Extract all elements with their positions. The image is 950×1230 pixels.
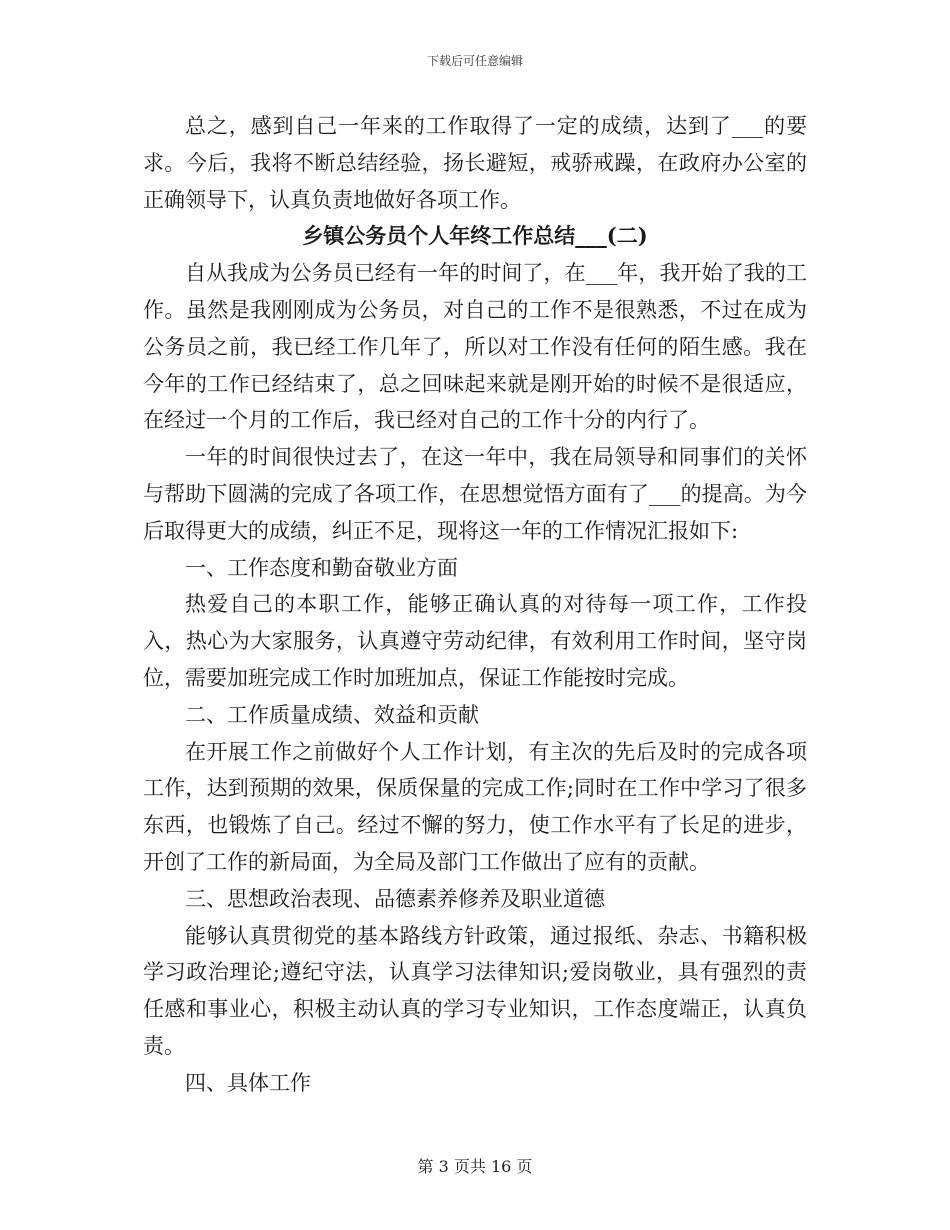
heading-attitude: 一、工作态度和勤奋敬业方面 [185, 555, 458, 580]
paragraph-attitude: 热爱自己的本职工作，能够正确认真的对待每一项工作，工作投入，热心为大家服务，认真遵守劳动纪律，有效利用工作时间，坚守岗位，需要加班完成工作时加班加点，保证工作能按时完成。 [143, 592, 807, 690]
paragraph-overview: 一年的时间很快过去了，在这一年中，我在局领导和同事们的关怀与帮助下圆满的完成了各项工作，在思想觉悟方面有了___的提高。为今后取得更大的成绩，纠正不足，现将这一年的工作情况汇报如下: [143, 445, 807, 543]
heading-ethics: 三、思想政治表现、品德素养修养及职业道德 [185, 886, 605, 911]
heading-quality: 二、工作质量成绩、效益和贡献 [185, 702, 479, 727]
page-footer: 第 3 页共 16 页 [417, 1157, 533, 1176]
paragraph-conclusion: 总之，感到自己一年来的工作取得了一定的成绩，达到了___的要求。今后，我将不断总结经验，扬长避短，戒骄戒躁，在政府办公室的正确领导下，认真负责地做好各项工作。 [143, 114, 807, 212]
section-title: 乡镇公务员个人年终工作总结___(二) [302, 223, 648, 249]
paragraph-ethics: 能够认真贯彻党的基本路线方针政策，通过报纸、杂志、书籍积极学习政治理论;遵纪守法，认真学习法律知识;爱岗敬业，具有强烈的责任感和事业心，积极主动认真的学习专业知识，工作态度端正，认真负责。 [143, 923, 807, 1058]
page-header: 下载后可任意编辑 [426, 54, 523, 68]
document-body [143, 108, 807, 1102]
paragraph-intro: 自从我成为公务员已经有一年的时间了，在___年，我开始了我的工作。虽然是我刚刚成为公务员，对自己的工作不是很熟悉，不过在成为公务员之前，我已经工作几年了，所以对工作没有任何的陌生感。我在今年的工作已经结束了，总之回味起来就是刚开始的时候不是很适应，在经过一个月的工作后，我已经对自己的工作十分的内行了。 [143, 261, 807, 433]
paragraph-quality: 在开展工作之前做好个人工作计划，有主次的先后及时的完成各项工作，达到预期的效果，保质保量的完成工作;同时在工作中学习了很多东西，也锻炼了自己。经过不懈的努力，使工作水平有了长足的进步，开创了工作的新局面，为全局及部门工作做出了应有的贡献。 [143, 739, 807, 874]
heading-specific-work: 四、具体工作 [185, 1070, 311, 1095]
